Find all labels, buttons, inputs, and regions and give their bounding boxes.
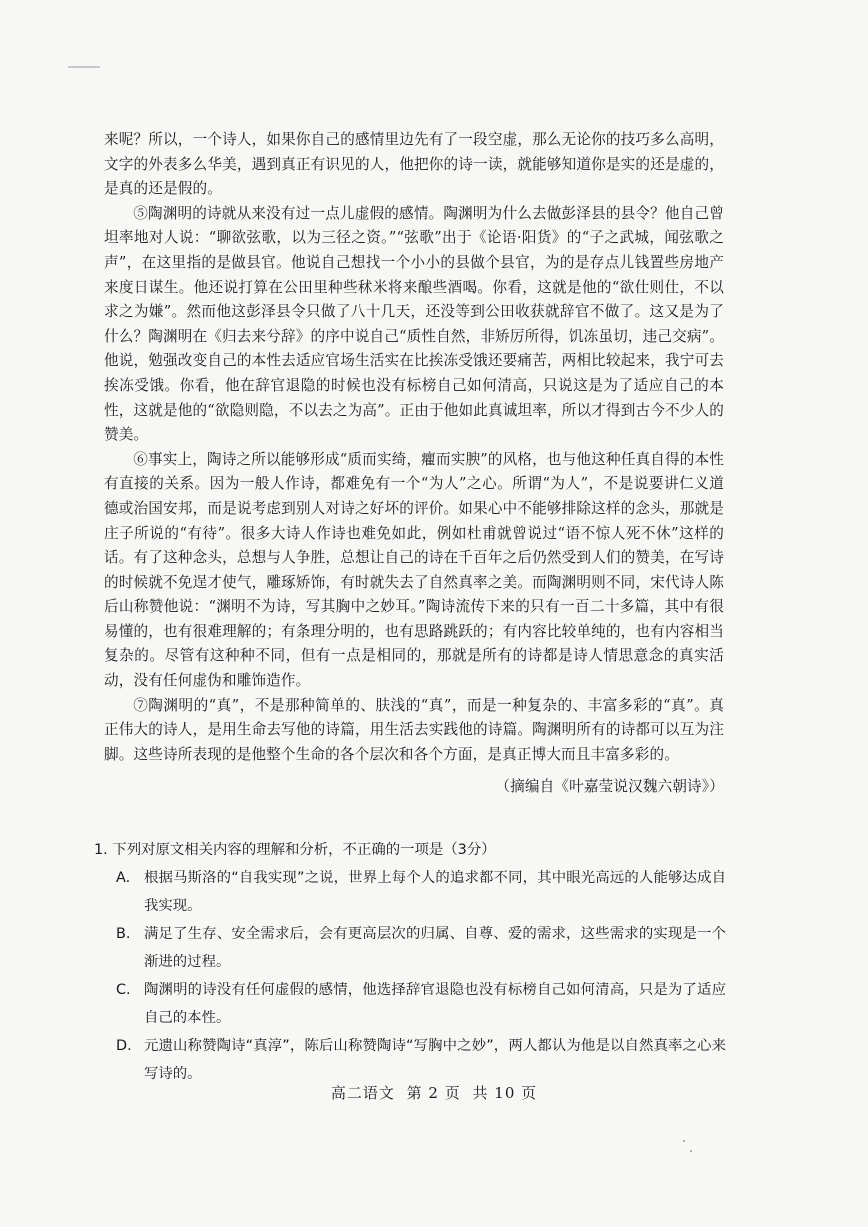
option-text: 元遗山称赞陶诗“真淳”，陈后山称赞陶诗“写胸中之妙”，两人都认为他是以自然真率之心来写诗的。 bbox=[144, 1038, 726, 1082]
passage-paragraph-continued: 来呢？所以，一个诗人，如果你自己的感情里边先有了一段空虚，那么无论你的技巧多么高明，文字的外表多么华美，遇到真正有识见的人，他把你的诗一读，就能够知道你是实的还是虚的，是真的还是假的。 bbox=[104, 131, 724, 198]
scan-speck bbox=[683, 1140, 685, 1142]
passage-paragraph-7: ⑦陶渊明的“真”，不是那种简单的、肤浅的“真”，而是一种复杂的、丰富多彩的“真”。真正伟大的诗人，是用生命去写他的诗篇，用生活去实践他的诗篇。陶渊明所有的诗都可以互为注脚。这些诗所表现的是他整个生命的各个层次和各个方面，是真正博大而且丰富多彩的。 bbox=[104, 696, 724, 763]
passage-source: （摘编自《叶嘉莹说汉魏六朝诗》） bbox=[495, 778, 724, 796]
question-1 bbox=[94, 836, 726, 1088]
option-text: 满足了生存、安全需求后，会有更高层次的归属、自尊、爱的需求，这些需求的实现是一个渐进的过程。 bbox=[144, 926, 726, 970]
footer-total-pages: 共 10 页 bbox=[472, 1084, 538, 1102]
reading-passage bbox=[104, 128, 724, 800]
option-a bbox=[94, 864, 726, 920]
option-d bbox=[94, 1032, 726, 1088]
option-letter: A. bbox=[116, 870, 131, 886]
option-letter: C. bbox=[116, 982, 131, 998]
option-letter: B. bbox=[116, 926, 131, 942]
option-b bbox=[94, 920, 726, 976]
footer-subject: 高二语文 bbox=[330, 1084, 395, 1102]
passage-paragraph-6: ⑥事实上，陶诗之所以能够形成“质而实绮，癯而实腴”的风格，也与他这种任真自得的本性有直接的关系。因为一般人作诗，都难免有一个“为人”之心。所谓“为人”，不是说要讲仁义道德或治国安邦，而是说考虑到别人对诗之好坏的评价。如果心中不能够排除这样的念头，那就是庄子所说的“有待”。很多大诗人作诗也难免如此，例如杜甫就曾说过“语不惊人死不休”这样的话。有了这种念头，总想与人争胜，总想让自己的诗在千百年之后仍然受到人们的赞美，在写诗的时候就不免逞才使气，雕琢矫饰，有时就失去了自然真率之美。而陶渊明则不同，宋代诗人陈后山称赞他说：“渊明不为诗，写其胸中之妙耳。”陶诗流传下来的只有一百二十多篇，其中有很易懂的，也有很难理解的；有条理分明的，也有思路跳跃的；有内容比较单纯的，也有内容相当复杂的。尽管有这种种不同，但有一点是相同的，那就是所有的诗都是诗人情思意念的真实活动，没有任何虚伪和雕饰造作。 bbox=[104, 450, 724, 690]
option-text: 根据马斯洛的“自我实现”之说，世界上每个人的追求都不同，其中眼光高远的人能够达成自我实现。 bbox=[144, 870, 726, 914]
option-letter: D. bbox=[116, 1038, 132, 1054]
page-footer bbox=[0, 1082, 868, 1103]
passage-paragraph-5: ⑤陶渊明的诗就从来没有过一点儿虚假的感情。陶渊明为什么去做彭泽县的县令？他自己曾坦率地对人说：“聊欲弦歌，以为三径之资。”“弦歌”出于《论语·阳货》的“子之武城，闻弦歌之声”，在这里指的是做县官。他说自己想找一个小小的县做个县官，为的是存点儿钱置些房地产来度日谋生。他还说打算在公田里种些秫米将来酿些酒喝。你看，这就是他的“欲仕则仕，不以求之为嫌”。然而他这彭泽县令只做了八十几天，还没等到公田收获就辞官不做了。这又是为了什么？陶渊明在《归去来兮辞》的序中说自己“质性自然，非矫厉所得，饥冻虽切，违己交病”。他说，勉强改变自己的本性去适应官场生活实在比挨冻受饿还要痛苦，两相比较起来，我宁可去挨冻受饿。你看，他在辞官退隐的时候也没有标榜自己如何清高，只说这是为了适应自己的本性，这就是他的“欲隐则隐，不以去之为高”。正由于他如此真诚坦率，所以才得到古今不少人的赞美。 bbox=[104, 204, 724, 444]
question-stem: 1. 下列对原文相关内容的理解和分析，不正确的一项是（3分） bbox=[94, 842, 496, 858]
option-text: 陶渊明的诗没有任何虚假的感情，他选择辞官退隐也没有标榜自己如何清高，只是为了适应自己的本性。 bbox=[144, 982, 726, 1026]
option-c bbox=[94, 976, 726, 1032]
footer-page-number: 第 2 页 bbox=[406, 1084, 461, 1102]
page-corner-mark bbox=[68, 66, 100, 68]
scan-speck bbox=[690, 1150, 692, 1152]
